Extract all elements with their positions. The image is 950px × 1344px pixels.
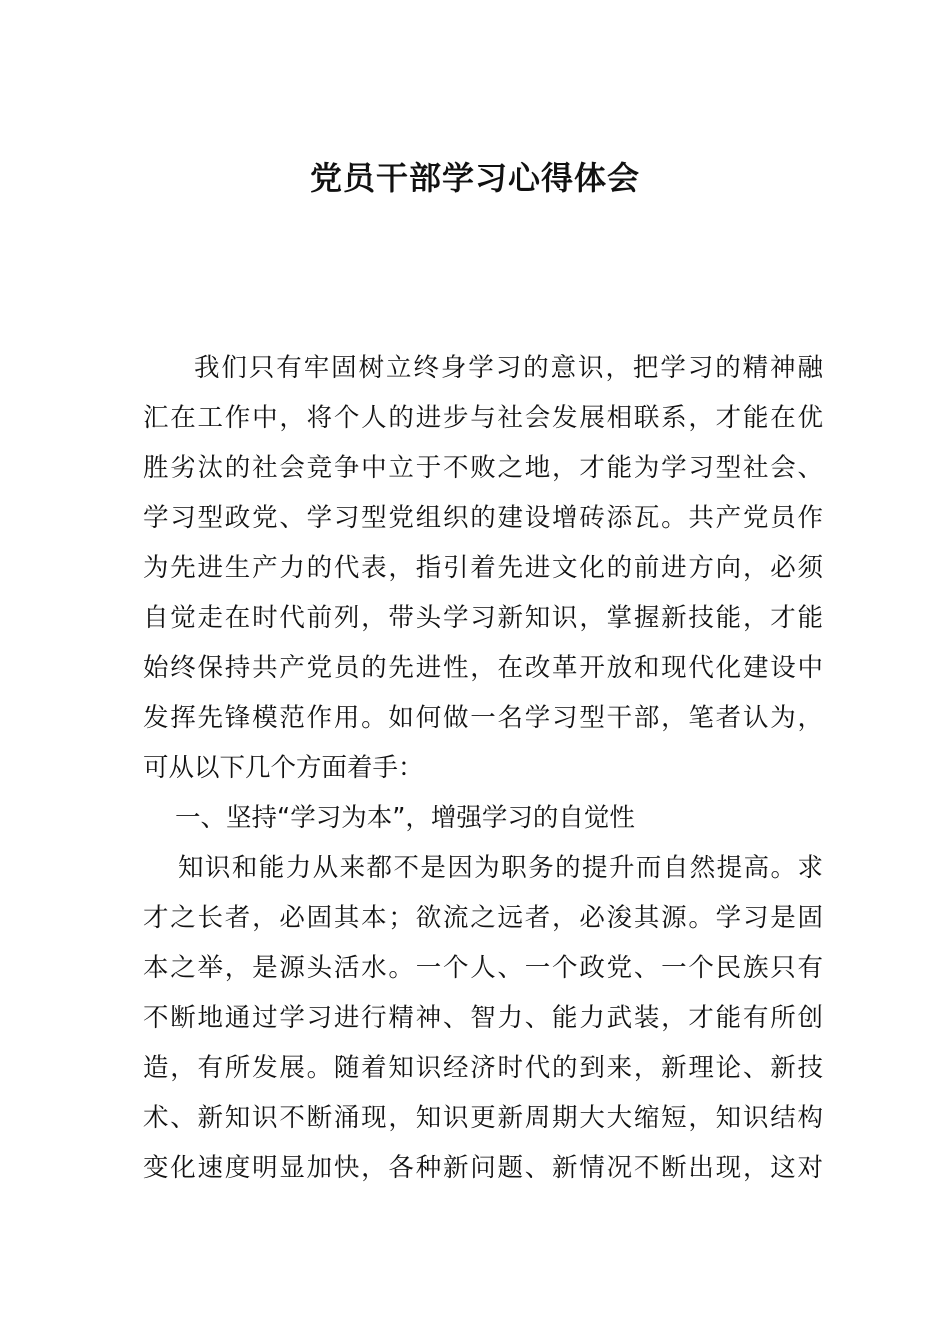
paragraph-line: 胜劣汰的社会竞争中立于不败之地，才能为学习型社会、: [143, 453, 823, 483]
paragraph-line: 为先进生产力的代表，指引着先进文化的前进方向，必须: [143, 553, 823, 583]
document-title: 党员干部学习心得体会: [309, 159, 640, 197]
paragraph-line: 本之举，是源头活水。一个人、一个政党、一个民族只有: [143, 953, 823, 983]
paragraph-line: 知识和能力从来都不是因为职务的提升而自然提高。求: [178, 853, 823, 883]
paragraph-line: 不断地通过学习进行精神、智力、能力武装，才能有所创: [143, 1003, 823, 1033]
paragraph-line: 发挥先锋模范作用。如何做一名学习型干部，笔者认为，: [143, 703, 823, 733]
paragraph-line: 可从以下几个方面着手：: [143, 753, 424, 783]
paragraph-line: 学习型政党、学习型党组织的建设增砖添瓦。共产党员作: [143, 503, 823, 533]
paragraph-line: 汇在工作中，将个人的进步与社会发展相联系，才能在优: [143, 403, 823, 433]
paragraph-line: 才之长者，必固其本；欲流之远者，必浚其源。学习是固: [143, 903, 823, 933]
paragraph-line: 变化速度明显加快，各种新问题、新情况不断出现，这对: [143, 1153, 823, 1183]
document-body: [143, 343, 823, 1193]
section-heading: 一、坚持“学习为本”，增强学习的自觉性: [175, 803, 635, 833]
paragraph-line: 自觉走在时代前列，带头学习新知识，掌握新技能，才能: [143, 603, 823, 633]
paragraph-line: 始终保持共产党员的先进性，在改革开放和现代化建设中: [143, 653, 823, 683]
paragraph-line: 我们只有牢固树立终身学习的意识，把学习的精神融: [194, 353, 823, 383]
paragraph-line: 术、新知识不断涌现，知识更新周期大大缩短，知识结构: [143, 1103, 823, 1133]
paragraph-line: 造，有所发展。随着知识经济时代的到来，新理论、新技: [143, 1053, 823, 1083]
